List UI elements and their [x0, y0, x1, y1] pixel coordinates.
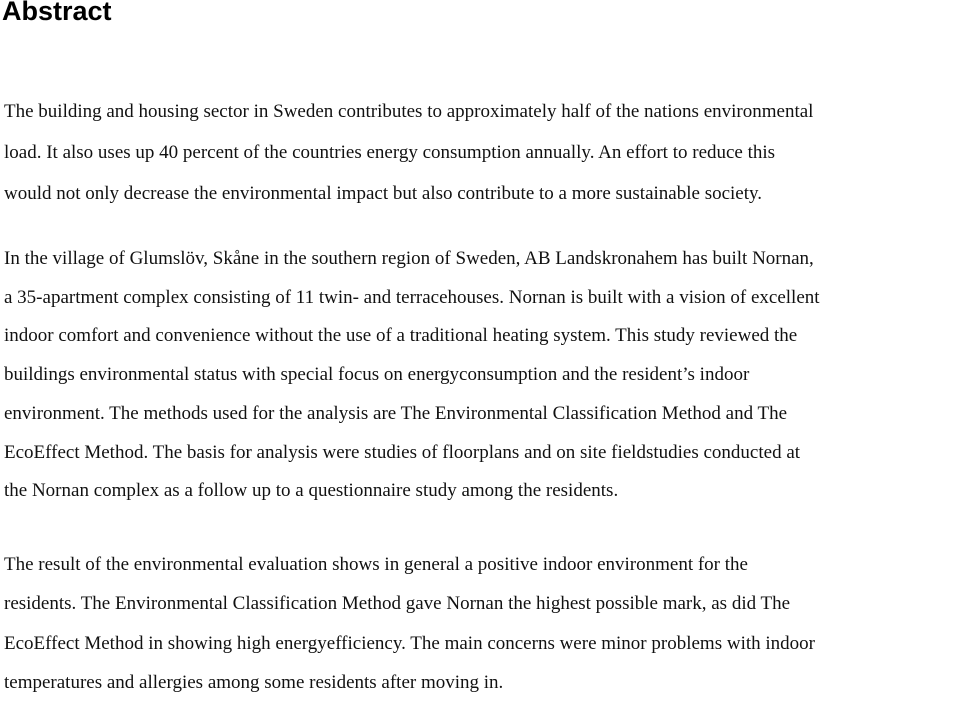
text-line: indoor comfort and convenience without the use of a traditional heating system. This study reviewed the	[4, 325, 798, 347]
text-line: residents. The Environmental Classification Method gave Nornan the highest possible mark, as did The	[4, 593, 791, 615]
text-line: EcoEffect Method. The basis for analysis were studies of floorplans and on site fieldstudies conducted at	[4, 441, 801, 463]
text-line: a 35-apartment complex consisting of 11 twin- and terracehouses. Nornan is built with a vision of excellent	[4, 286, 820, 308]
text-line: The building and housing sector in Sweden contributes to approximately half of the nations environmental	[4, 101, 814, 122]
abstract-paragraph-3	[4, 545, 954, 702]
text-line: the Nornan complex as a follow up to a questionnaire study among the residents.	[4, 480, 619, 502]
abstract-paragraph-2	[4, 240, 954, 511]
text-line: would not only decrease the environmental impact but also contribute to a more sustainable society.	[4, 183, 763, 204]
abstract-paragraph-1	[4, 91, 954, 214]
text-line: temperatures and allergies among some residents after moving in.	[4, 671, 504, 693]
text-line: buildings environmental status with special focus on energyconsumption and the resident’s indoor	[4, 364, 750, 386]
text-line: load. It also uses up 40 percent of the countries energy consumption annually. An effort to reduce this	[4, 142, 776, 163]
text-line: environment. The methods used for the analysis are The Environmental Classification Method and The	[4, 402, 788, 424]
text-line: The result of the environmental evaluation shows in general a positive indoor environment for the	[4, 554, 748, 575]
text-line: EcoEffect Method in showing high energyefficiency. The main concerns were minor problems with indoor	[4, 632, 815, 654]
text-line: In the village of Glumslöv, Skåne in the southern region of Sweden, AB Landskronahem has built Nornan,	[4, 248, 814, 269]
abstract-heading: Abstract	[2, 0, 112, 26]
